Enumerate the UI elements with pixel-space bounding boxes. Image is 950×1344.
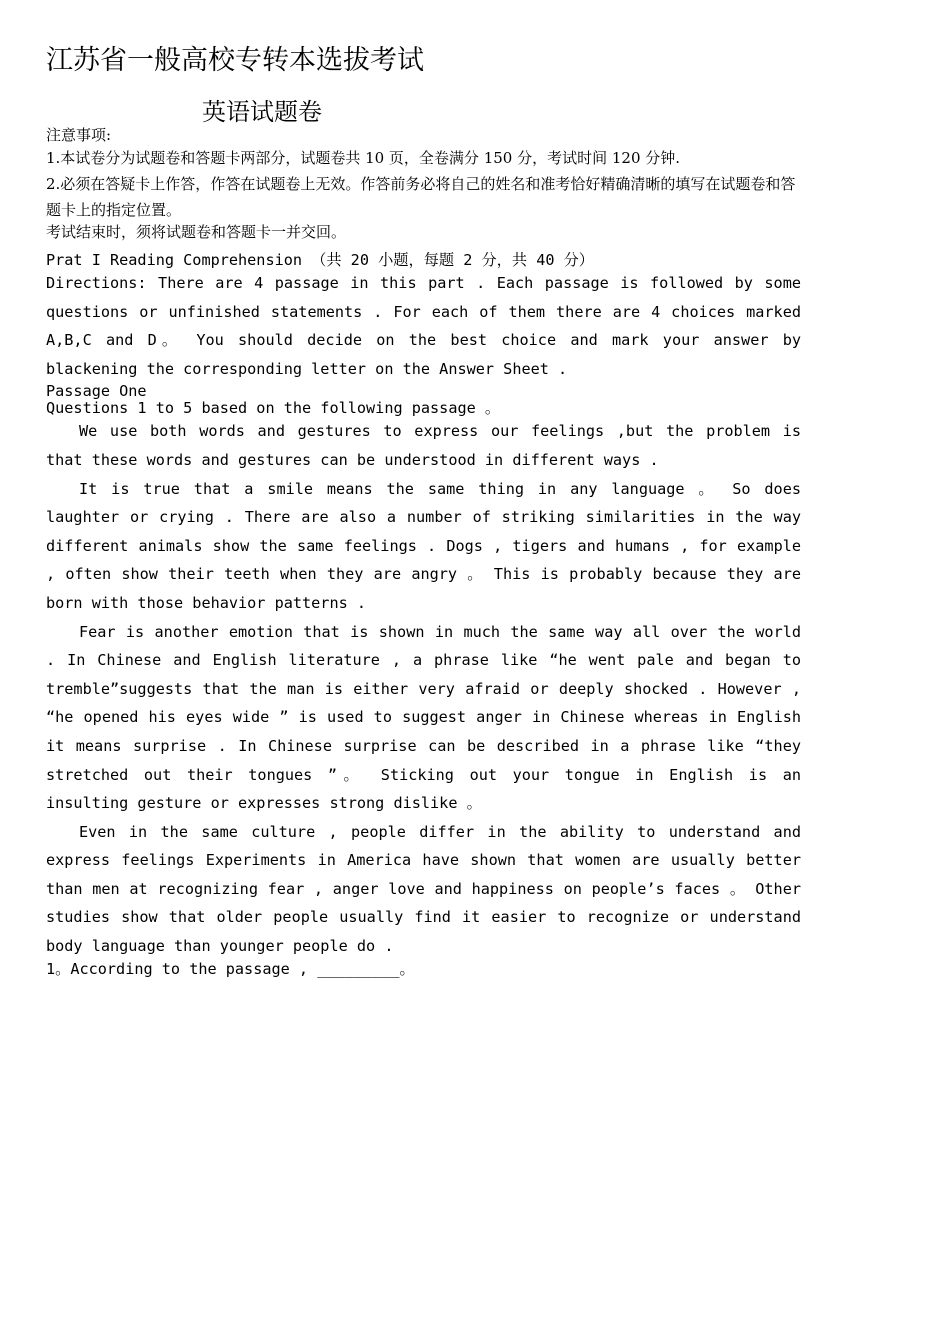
passage-intro: Questions 1 to 5 based on the following passage 。 bbox=[46, 399, 501, 418]
exam-title: 江苏省一般高校专转本选拔考试 bbox=[46, 45, 424, 76]
reading-section bbox=[46, 252, 801, 978]
directions-text: Directions: There are 4 passage in this part . Each passage is followed by some questions or unfinished statements . For each of them there are 4 choices marked A,B,C and D。 You should decide on the best choice and mark your answer by blackening the corresponding letter on the Answer Sheet . bbox=[46, 274, 801, 378]
question-1: 1。According to the passage , _________。 bbox=[46, 959, 415, 978]
passage-title: Passage One bbox=[46, 382, 147, 401]
notes-heading: 注意事项: bbox=[46, 126, 112, 144]
passage-paragraph-1: We use both words and gestures to express our feelings ,but the problem is that these words and gestures can be understood in different ways . bbox=[46, 422, 801, 469]
notes-section bbox=[46, 126, 806, 242]
exam-subtitle: 英语试题卷 bbox=[202, 98, 322, 126]
passage-paragraph-3: Fear is another emotion that is shown in much the same way all over the world . In Chinese and English literature , a phrase like “he went pale and began to tremble”suggests that the man is either very afraid or deeply shocked . However , “he opened his eyes wide ” is used to suggest anger in Chinese whereas in English it means surprise . In Chinese surprise can be described in a phrase like “they stretched out their tongues ”。 Sticking out your tongue in English is an insulting gesture or expresses strong dislike 。 bbox=[46, 622, 801, 813]
passage-paragraph-2: It is true that a smile means the same thing in any language 。 So does laughter or crying . There are also a number of striking similarities in the way different animals show the same feelings . Dogs , tigers and humans , for example , often show their teeth when they are angry 。 This is probably because they are born with those behavior patterns . bbox=[46, 479, 801, 612]
passage-paragraph-4: Even in the same culture , people differ in the ability to understand and express feelings Experiments in America have shown that women are usually better than men at recognizing fear , anger love and happiness on people’s faces 。 Other studies show that older people usually find it easier to recognize or understand body language than younger people do . bbox=[46, 822, 801, 956]
notes-item-1: 1.本试卷分为试题卷和答题卡两部分，试题卷共 10 页，全卷满分 150 分，考试时间 120 分钟. bbox=[46, 149, 681, 167]
notes-item-3: 考试结束时，须将试题卷和答题卡一并交回。 bbox=[46, 223, 347, 241]
part-heading: Prat I Reading Comprehension （共 20 小题，每题 2 分，共 40 分） bbox=[46, 251, 594, 269]
notes-item-2: 2.必须在答疑卡上作答，作答在试题卷上无效。作答前务必将自己的姓名和准考恰好精确清晰的填写在试题卷和答题卡上的指定位置。 bbox=[46, 175, 796, 219]
